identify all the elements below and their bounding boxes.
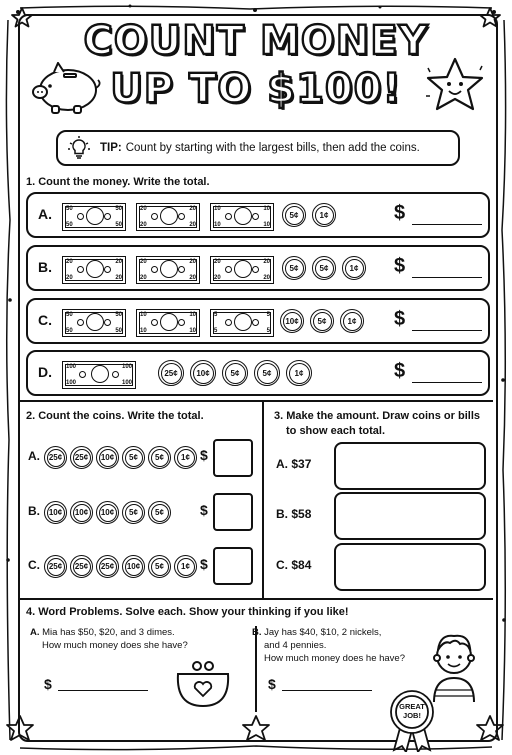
coin: 1¢ <box>286 360 312 386</box>
coin: 10¢ <box>96 446 119 469</box>
draw-box[interactable] <box>334 492 486 540</box>
coin: 5¢ <box>148 555 171 578</box>
bill-value: 20 <box>263 275 270 281</box>
coin: 25¢ <box>70 446 93 469</box>
bill-value: 5 <box>266 312 270 318</box>
star-face-icon <box>424 56 486 116</box>
bill-value: 20 <box>140 206 147 212</box>
word-problem-a: A. Mia has $50, $20, and 3 dimes. How much money does she have? <box>30 627 188 651</box>
bill-value: 100 <box>66 364 77 370</box>
bill-value: 20 <box>214 259 221 265</box>
row-label: C. <box>28 558 40 572</box>
bill-value: 10 <box>263 206 270 212</box>
amount-a: A. $37 <box>276 457 312 471</box>
coin: 25¢ <box>44 555 67 578</box>
coin: 25¢ <box>70 555 93 578</box>
coin: 25¢ <box>44 446 67 469</box>
row-label: A. <box>28 449 40 463</box>
bill-value: 50 <box>66 206 73 212</box>
section-1-heading: 1. Count the money. Write the total. <box>26 176 210 188</box>
draw-box[interactable] <box>334 543 486 591</box>
bill-value: 100 <box>121 364 132 370</box>
bill-value: 10 <box>214 222 221 228</box>
dollar-sign: $ <box>44 676 52 692</box>
bill-value: 5 <box>266 328 270 334</box>
bill-value: 50 <box>115 312 122 318</box>
portrait-icon <box>160 260 178 278</box>
bill <box>210 309 274 337</box>
bill-value: 50 <box>115 206 122 212</box>
dollar-sign: $ <box>394 360 406 382</box>
bill-value: 50 <box>66 222 73 228</box>
answer-line[interactable] <box>412 382 482 383</box>
portrait-icon <box>234 207 252 225</box>
bill-value: 50 <box>115 328 122 334</box>
coin: 5¢ <box>222 360 248 386</box>
coin: 1¢ <box>342 256 366 280</box>
bill-value: 20 <box>115 259 122 265</box>
bill-value: 20 <box>140 222 147 228</box>
portrait-icon <box>86 207 104 225</box>
coin: 5¢ <box>148 446 171 469</box>
bill-value: 10 <box>189 312 196 318</box>
row-label: D. <box>38 364 52 380</box>
bill <box>136 309 200 337</box>
bill-value: 20 <box>66 275 73 281</box>
coin: 5¢ <box>148 501 171 524</box>
portrait-icon <box>91 365 109 383</box>
coin: 10¢ <box>122 555 145 578</box>
bill <box>136 256 200 284</box>
coin: 5¢ <box>282 256 306 280</box>
section-3-heading-line-2: to show each total. <box>286 425 386 437</box>
bill-value: 10 <box>140 328 147 334</box>
coin: 1¢ <box>174 555 197 578</box>
tip-text: Count by starting with the largest bills, then add the coins. <box>125 142 420 154</box>
bill <box>62 203 126 231</box>
bill-value: 20 <box>140 275 147 281</box>
tip-label: TIP: <box>100 142 122 154</box>
coin-purse-icon <box>172 652 234 710</box>
draw-box[interactable] <box>334 442 486 490</box>
title-line-1: COUNT MONEY <box>83 18 429 64</box>
divider <box>20 400 493 402</box>
answer-box[interactable] <box>213 493 253 531</box>
dollar-sign: $ <box>200 447 208 463</box>
row-label: A. <box>38 206 52 222</box>
bill-value: 10 <box>263 222 270 228</box>
dollar-sign: $ <box>394 255 406 277</box>
dollar-sign: $ <box>200 502 208 518</box>
coin: 5¢ <box>310 309 334 333</box>
coin: 10¢ <box>280 309 304 333</box>
bill-value: 10 <box>189 328 196 334</box>
coin: 1¢ <box>312 203 336 227</box>
coin: 1¢ <box>340 309 364 333</box>
answer-line[interactable] <box>282 690 372 691</box>
divider <box>20 598 493 600</box>
badge-text: GREAT JOB! <box>399 702 425 720</box>
coin: 5¢ <box>122 446 145 469</box>
portrait-icon <box>86 260 104 278</box>
section-4-heading: 4. Word Problems. Solve each. Show your thinking if you like! <box>26 606 349 618</box>
answer-line[interactable] <box>412 224 482 225</box>
dollar-sign: $ <box>200 556 208 572</box>
portrait-icon <box>160 207 178 225</box>
bill-value: 20 <box>140 259 147 265</box>
coin: 10¢ <box>44 501 67 524</box>
bill-value: 20 <box>66 259 73 265</box>
divider <box>262 402 264 598</box>
dollar-sign: $ <box>394 202 406 224</box>
coin: 10¢ <box>70 501 93 524</box>
bill <box>136 203 200 231</box>
coin: 25¢ <box>158 360 184 386</box>
coin: 5¢ <box>122 501 145 524</box>
bill-value: 10 <box>214 206 221 212</box>
great-job-ribbon-icon <box>386 688 438 752</box>
portrait-icon <box>234 260 252 278</box>
bill-value: 20 <box>189 275 196 281</box>
row-label: B. <box>28 504 40 518</box>
row-label: B. <box>38 259 52 275</box>
coin: 25¢ <box>96 555 119 578</box>
bill <box>62 256 126 284</box>
answer-box[interactable] <box>213 547 253 585</box>
bill-value: 20 <box>189 259 196 265</box>
bill <box>62 309 126 337</box>
word-problem-b: B. Jay has $40, $10, 2 nickels, and 4 pennies. How much money does he have? <box>252 627 405 664</box>
answer-line[interactable] <box>412 277 482 278</box>
bill-value: 10 <box>140 312 147 318</box>
section-2-heading: 2. Count the coins. Write the total. <box>26 410 204 422</box>
bill-value: 20 <box>189 222 196 228</box>
coin: 1¢ <box>174 446 197 469</box>
bill-value: 20 <box>189 206 196 212</box>
bill-value: 100 <box>121 380 132 386</box>
bill-value: 5 <box>214 312 218 318</box>
bill-value: 5 <box>214 328 218 334</box>
bill-value: 20 <box>263 259 270 265</box>
coin: 5¢ <box>254 360 280 386</box>
dollar-sign: $ <box>394 308 406 330</box>
bill-value: 50 <box>66 328 73 334</box>
bill-value: 100 <box>66 380 77 386</box>
answer-line[interactable] <box>58 690 148 691</box>
dollar-sign: $ <box>268 676 276 692</box>
bill <box>62 361 136 389</box>
portrait-icon <box>86 313 104 331</box>
amount-c: C. $84 <box>276 558 312 572</box>
portrait-icon <box>160 313 178 331</box>
coin: 5¢ <box>312 256 336 280</box>
coin: 5¢ <box>282 203 306 227</box>
bill-value: 20 <box>115 275 122 281</box>
bill <box>210 256 274 284</box>
bill-value: 50 <box>115 222 122 228</box>
tip-box <box>56 130 460 166</box>
piggy-bank-icon <box>30 62 102 114</box>
amount-b: B. $58 <box>276 507 312 521</box>
section-3-heading-line-1: 3. Make the amount. Draw coins or bills <box>274 410 480 422</box>
answer-box[interactable] <box>213 439 253 477</box>
title-line-2: UP TO $100! <box>110 66 402 112</box>
bill-value: 20 <box>214 275 221 281</box>
lightbulb-icon <box>66 135 92 161</box>
coin: 10¢ <box>190 360 216 386</box>
portrait-icon <box>234 313 252 331</box>
row-label: C. <box>38 312 52 328</box>
coin: 10¢ <box>96 501 119 524</box>
bill-value: 50 <box>66 312 73 318</box>
bill <box>210 203 274 231</box>
answer-line[interactable] <box>412 330 482 331</box>
